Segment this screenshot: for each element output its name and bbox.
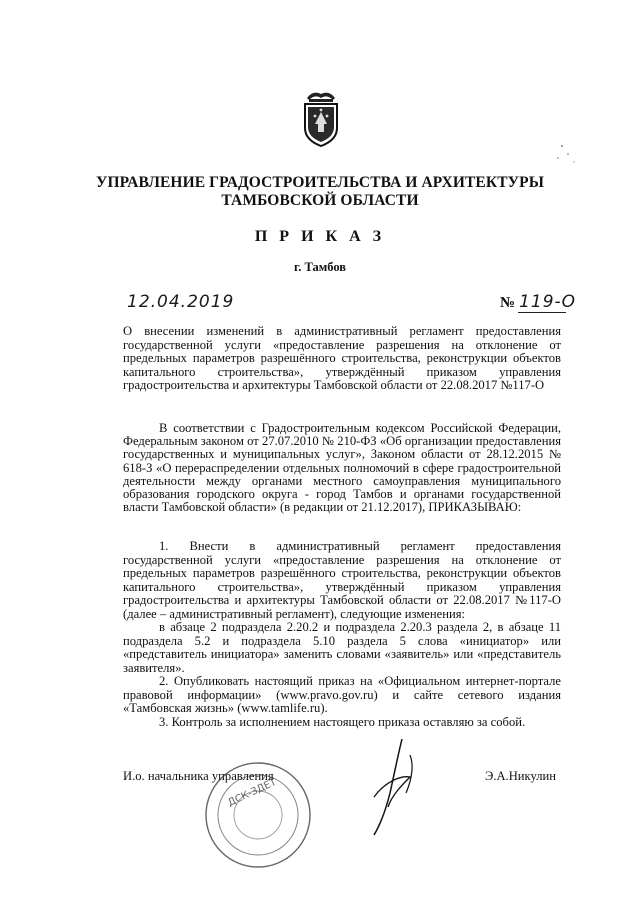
stamp-text: ДСК-ЗДЕТ — [226, 776, 279, 809]
order-subject: О внесении изменений в административный регламент предоставления государственной услуги «предоставление разрешения на отклонение от предельных параметров разрешённого строительства, реконструкции объектов капитального строительства», утверждённый приказом управления градостроительства и архитектуры Тамбовской области от 22.08.2017 №117-О — [123, 324, 561, 392]
signature — [340, 735, 450, 840]
order-preamble: В соответствии с Градостроительным кодексом Российской Федерации, Федеральным законом от 27.07.2010 № 210-ФЗ «Об организации предоставления государственных и муниципальных услуг», Законом области от 28.12.2015 № 618-З «О перераспределении отдельных полномочий в сфере градостроительной деятельности между органами местного самоуправления муниципального образования городского округа - город Тамбов и органами государственной власти Тамбовской области» (в редакции от 21.12.2017), ПРИКАЗЫВАЮ: — [123, 421, 561, 515]
number-underline — [518, 312, 566, 313]
signatory-position: И.о. начальника управления — [123, 769, 274, 783]
order-item: 2. Опубликовать настоящий приказ на «Официальном интернет-портале правовой информации» (www.pravo.gov.ru) и сайте сетевого издания «Тамбовская жизнь» (www.tamlife.ru). — [123, 674, 561, 715]
organization-region: ТАМБОВСКОЙ ОБЛАСТИ — [221, 192, 419, 209]
tambov-coat-of-arms-icon — [299, 88, 343, 148]
order-item: 1. Внести в административный регламент предоставления государственной услуги «предоставление разрешения на отклонение от предельных параметров разрешённого строительства, реконструкции объектов капитального строительства», утверждённый приказом управления градостроительства и архитектуры Тамбовской области от 22.08.2017 №117-О (далее – административный регламент), следующие изменения: — [123, 539, 561, 621]
organization-title: УПРАВЛЕНИЕ ГРАДОСТРОИТЕЛЬСТВА И АРХИТЕКТУРЫ — [95, 174, 545, 191]
order-date: 12.04.2019 — [127, 292, 235, 312]
order-item: 3. Контроль за исполнением настоящего приказа оставляю за собой. — [159, 714, 526, 729]
order-number-block — [500, 292, 576, 312]
signatory-name: Э.А.Никулин — [485, 769, 556, 783]
document-city: г. Тамбов — [293, 260, 347, 274]
official-stamp — [198, 755, 318, 875]
order-number-label: № — [500, 295, 516, 311]
scan-noise — [540, 140, 580, 170]
order-item: в абзаце 2 подраздела 2.20.2 и подраздела 2.20.3 раздела 2, в абзаце 11 подраздела 5.2 и подраздела 5.10 раздела 5 слова «инициатор» или «представитель инициатора» заменить словами «заявитель» или «представитель заявителя». — [123, 620, 561, 675]
document-type: П Р И К А З — [254, 228, 386, 245]
order-items — [123, 540, 561, 729]
order-number: 119-О — [519, 292, 577, 312]
